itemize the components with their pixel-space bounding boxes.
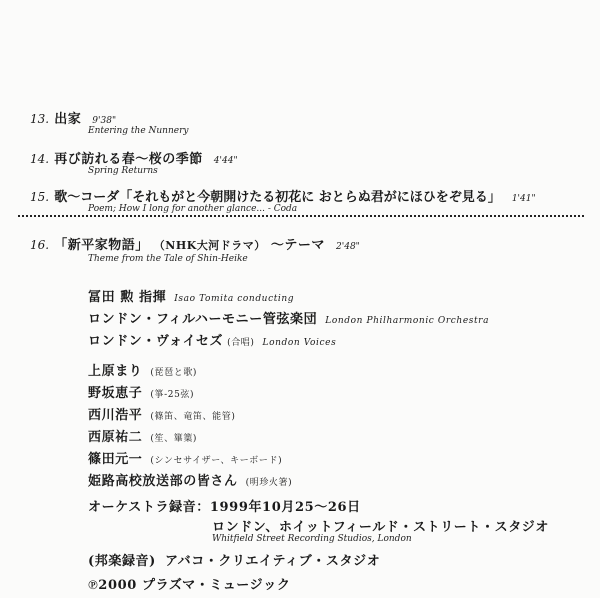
track-number: 15. (30, 190, 50, 204)
performer-name: 姫路高校放送部の皆さん (88, 474, 238, 489)
track-title: 再び訪れる春〜桜の季節 (54, 152, 203, 167)
credit-note: (合唱) (227, 338, 255, 348)
performer-role: (箏-25弦) (150, 390, 195, 400)
track-16 (30, 234, 360, 253)
track-number: 16. (30, 238, 50, 252)
performer (88, 404, 235, 423)
performer-role: (シンセサイザー、キーボード) (150, 456, 283, 466)
performer (88, 426, 197, 445)
credit-jp: ロンドン・ヴォイセズ (88, 334, 224, 349)
track-13-english: Entering the Nunnery (88, 126, 189, 136)
japanese-recording (88, 550, 380, 569)
track-title-tail: 〜テーマ (270, 238, 325, 253)
track-15 (30, 186, 536, 205)
track-title-note: （NHK大河ドラマ） (153, 239, 266, 252)
track-duration: 4'44" (213, 156, 238, 166)
orchestra-recording-date: オーケストラ録音：1999年10月25〜26日 (88, 500, 361, 515)
credit-conductor (88, 286, 294, 305)
japanese-recording-studio: アバコ・クリエイティブ・スタジオ (165, 554, 381, 569)
performer (88, 382, 194, 401)
credit-chorus (88, 330, 336, 349)
track-14 (30, 148, 238, 167)
credit-en: London Philharmonic Orchestra (325, 316, 490, 326)
credit-en: London Voices (262, 338, 337, 348)
credit-jp: ロンドン・フィルハーモニー管弦楽団 (88, 312, 318, 327)
japanese-recording-label: (邦楽録音) (88, 554, 156, 569)
track-14-english: Spring Returns (88, 166, 158, 176)
performer-name: 上原まり (88, 364, 143, 379)
credit-jp: 冨田 勲 指揮 (88, 290, 167, 305)
track-number: 14. (30, 152, 50, 166)
performer (88, 470, 292, 489)
track-duration: 1'41" (511, 194, 536, 204)
track-duration: 2'48" (336, 242, 360, 252)
performer-name: 篠田元一 (88, 452, 143, 467)
performer-name: 西原祐二 (88, 430, 143, 445)
performer-role: (琵琶と歌) (150, 368, 198, 378)
recording-venue-en: Whitfield Street Recording Studios, London (212, 534, 412, 544)
dotted-divider (18, 215, 584, 217)
performer-role: (篠笛、竜笛、能管) (150, 412, 236, 422)
track-title: 歌〜コーダ「それもがと今朝開けたる初花に おとらぬ君がにほひをぞ見る」 (54, 190, 501, 205)
performer (88, 448, 282, 467)
track-duration: 9'38" (92, 116, 117, 126)
track-13 (30, 108, 116, 127)
track-15-english: Poem; How I long for another glance... - Coda (88, 204, 298, 214)
recording-venue-jp: ロンドン、ホイットフィールド・ストリート・スタジオ (212, 520, 550, 535)
credit-en: Isao Tomita conducting (174, 294, 295, 304)
performer-role: (笙、篳篥) (150, 434, 198, 444)
performer-role: (明珍火箸) (245, 478, 293, 488)
copyright: ℗2000 プラズマ・ミュージック (88, 578, 291, 593)
track-number: 13. (30, 112, 50, 126)
performer (88, 360, 197, 379)
performer-name: 西川浩平 (88, 408, 143, 423)
track-16-english: Theme from the Tale of Shin-Heike (88, 254, 248, 264)
track-title: 出家 (54, 112, 82, 127)
track-title: 「新平家物語」 (54, 238, 149, 253)
credit-orchestra (88, 308, 489, 327)
performer-name: 野坂恵子 (88, 386, 143, 401)
